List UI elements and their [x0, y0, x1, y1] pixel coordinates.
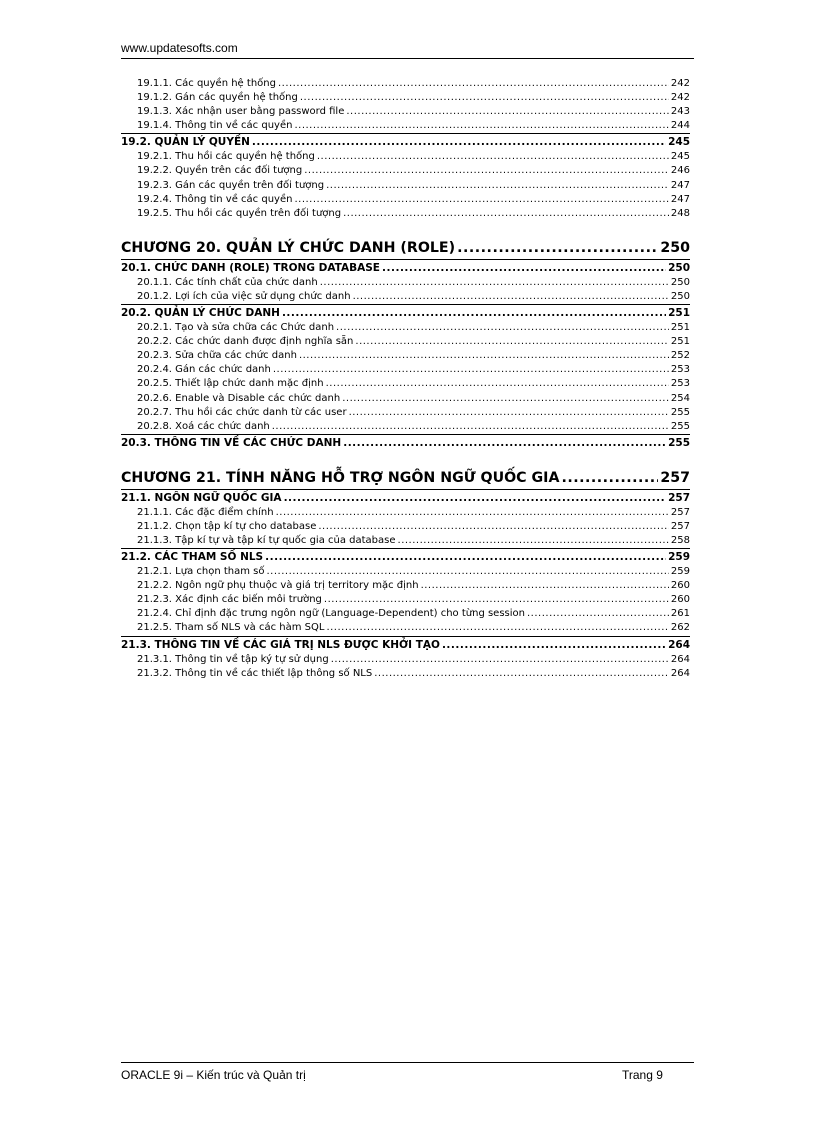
toc-entry-page: 246: [670, 165, 690, 177]
toc-dot-leader: [326, 179, 669, 193]
toc-entry-title: 19.2.2. Quyền trên các đối tượng: [137, 165, 303, 177]
toc-subsection-entry[interactable]: [121, 119, 690, 133]
toc-dot-leader: [374, 667, 669, 681]
toc-dot-leader: [265, 549, 666, 565]
toc-entry-title: 19.2.3. Gán các quyền trên đối tượng: [137, 179, 325, 191]
toc-entry-title: CHƯƠNG 21. TÍNH NĂNG HỖ TRỢ NGÔN NGỮ QUỐC GIA: [121, 469, 560, 486]
toc-section-entry[interactable]: [121, 260, 690, 276]
table-of-contents: [121, 77, 690, 681]
toc-entry-page: 252: [670, 350, 690, 362]
toc-subsection-entry[interactable]: [121, 377, 690, 391]
footer-page-number: Trang 9: [622, 1068, 663, 1082]
toc-section-entry[interactable]: [121, 490, 690, 506]
toc-section-entry[interactable]: [121, 636, 690, 653]
toc-entry-title: 21.2.1. Lựa chọn tham số: [137, 566, 265, 578]
toc-entry-title: 20.1.2. Lợi ích của việc sử dụng chức danh: [137, 290, 351, 302]
toc-entry-title: 19.2.5. Thu hồi các quyền trên đối tượng: [137, 207, 342, 219]
toc-entry-page: 259: [670, 566, 690, 578]
toc-dot-leader: [398, 534, 669, 548]
toc-subsection-entry[interactable]: [121, 406, 690, 420]
toc-entry-title: 21.1. NGÔN NGỮ QUỐC GIA: [121, 491, 282, 504]
toc-entry-page: 257: [670, 520, 690, 532]
toc-dot-leader: [252, 134, 666, 150]
toc-dot-leader: [294, 119, 668, 133]
toc-entry-page: 250: [670, 290, 690, 302]
toc-entry-title: 19.1.4. Thông tin về các quyền: [137, 120, 293, 132]
toc-subsection-entry[interactable]: [121, 520, 690, 534]
toc-entry-title: 19.2.1. Thu hồi các quyền hệ thống: [137, 151, 315, 163]
toc-entry-title: 20.2.5. Thiết lập chức danh mặc định: [137, 378, 324, 390]
toc-entry-title: 20.2.1. Tạo và sửa chữa các Chức danh: [137, 322, 335, 334]
toc-entry-title: 20.1. CHỨC DANH (ROLE) TRONG DATABASE: [121, 261, 380, 274]
toc-entry-title: 21.2.5. Tham số NLS và các hàm SQL: [137, 622, 325, 634]
toc-entry-page: 257: [670, 506, 690, 518]
toc-entry-title: 21.1.3. Tập kí tự và tập kí tự quốc gia của database: [137, 534, 396, 546]
toc-dot-leader: [299, 349, 669, 363]
toc-subsection-entry[interactable]: [121, 193, 690, 207]
toc-subsection-entry[interactable]: [121, 506, 690, 520]
toc-entry-title: 20.1.1. Các tính chất của chức danh: [137, 276, 318, 288]
toc-entry-title: 19.1.1. Các quyền hệ thống: [137, 78, 276, 89]
toc-dot-leader: [304, 164, 669, 178]
toc-subsection-entry[interactable]: [121, 392, 690, 406]
toc-dot-leader: [324, 593, 669, 607]
toc-entry-page: 251: [670, 322, 690, 334]
toc-subsection-entry[interactable]: [121, 321, 690, 335]
toc-dot-leader: [382, 260, 666, 276]
toc-entry-title: 20.2.7. Thu hồi các chức danh từ các user: [137, 406, 347, 418]
toc-subsection-entry[interactable]: [121, 91, 690, 105]
toc-section-entry[interactable]: [121, 133, 690, 150]
toc-dot-leader: [343, 207, 669, 221]
toc-chapter-entry[interactable]: [121, 469, 690, 490]
toc-dot-leader: [273, 363, 669, 377]
toc-subsection-entry[interactable]: [121, 179, 690, 193]
toc-entry-title: 20.3. THÔNG TIN VỀ CÁC CHỨC DANH: [121, 436, 342, 449]
toc-entry-page: 245: [668, 136, 690, 149]
toc-dot-leader: [276, 506, 669, 520]
toc-dot-leader: [336, 321, 669, 335]
toc-entry-title: 19.1.2. Gán các quyền hệ thống: [137, 92, 298, 104]
toc-entry-page: 242: [670, 78, 690, 89]
toc-dot-leader: [294, 193, 668, 207]
toc-entry-page: 261: [670, 608, 690, 620]
toc-section-entry[interactable]: [121, 548, 690, 565]
toc-dot-leader: [282, 305, 666, 321]
toc-dot-leader: [349, 406, 669, 420]
toc-entry-page: 253: [670, 378, 690, 390]
toc-entry-title: 20.2.8. Xoá các chức danh: [137, 420, 270, 432]
toc-dot-leader: [326, 621, 668, 635]
header-divider: [121, 58, 694, 59]
toc-subsection-entry[interactable]: [121, 164, 690, 178]
toc-entry-page: 248: [670, 207, 690, 219]
toc-entry-title: 21.3.2. Thông tin về các thiết lập thông số NLS: [137, 667, 373, 679]
header-url: www.updatesofts.com: [121, 41, 238, 55]
toc-entry-title: 19.2. QUẢN LÝ QUYỀN: [121, 136, 250, 149]
toc-entry-page: 264: [668, 638, 690, 651]
toc-dot-leader: [300, 91, 669, 105]
toc-dot-leader: [355, 335, 669, 349]
toc-dot-leader: [317, 150, 669, 164]
toc-entry-page: 258: [670, 534, 690, 546]
toc-entry-page: 257: [660, 469, 690, 486]
toc-entry-title: 21.2.2. Ngôn ngữ phụ thuộc và giá trị territory mặc định: [137, 580, 419, 592]
toc-entry-title: 20.2.4. Gán các chức danh: [137, 364, 271, 376]
toc-dot-leader: [561, 469, 658, 488]
toc-subsection-entry[interactable]: [121, 653, 690, 667]
toc-dot-leader: [457, 239, 658, 258]
toc-entry-page: 255: [670, 420, 690, 432]
toc-entry-page: 247: [670, 193, 690, 205]
toc-subsection-entry[interactable]: [121, 534, 690, 548]
toc-dot-leader: [331, 653, 669, 667]
toc-subsection-entry[interactable]: [121, 335, 690, 349]
toc-dot-leader: [421, 579, 669, 593]
toc-subsection-entry[interactable]: [121, 667, 690, 681]
toc-section-entry[interactable]: [121, 304, 690, 321]
toc-entry-page: 264: [670, 667, 690, 679]
toc-entry-title: 21.3. THÔNG TIN VỀ CÁC GIÁ TRỊ NLS ĐƯỢC KHỞI TẠO: [121, 638, 440, 651]
toc-entry-page: 260: [670, 594, 690, 606]
toc-entry-page: 260: [670, 580, 690, 592]
toc-entry-page: 257: [668, 491, 690, 504]
toc-section-entry[interactable]: [121, 434, 690, 451]
toc-entry-page: 245: [670, 151, 690, 163]
toc-entry-page: 247: [670, 179, 690, 191]
toc-dot-leader: [267, 565, 669, 579]
footer-document-title: ORACLE 9i – Kiến trúc và Quản trị: [121, 1068, 306, 1082]
toc-subsection-entry[interactable]: [121, 607, 690, 621]
toc-subsection-entry[interactable]: [121, 207, 690, 221]
toc-subsection-entry[interactable]: [121, 105, 690, 119]
toc-entry-page: 251: [670, 336, 690, 348]
toc-dot-leader: [527, 607, 669, 621]
toc-entry-title: 20.2. QUẢN LÝ CHỨC DANH: [121, 307, 280, 320]
toc-entry-title: 21.1.1. Các đặc điểm chính: [137, 506, 274, 518]
toc-entry-title: 20.2.6. Enable và Disable các chức danh: [137, 392, 341, 404]
toc-entry-title: 20.2.3. Sửa chữa các chức danh: [137, 350, 297, 362]
toc-dot-leader: [353, 290, 669, 304]
toc-subsection-entry[interactable]: [121, 290, 690, 304]
toc-entry-title: 21.3.1. Thông tin về tập ký tự sử dụng: [137, 653, 329, 665]
toc-dot-leader: [318, 520, 669, 534]
toc-subsection-entry[interactable]: [121, 276, 690, 290]
toc-subsection-entry[interactable]: [121, 579, 690, 593]
toc-entry-page: 244: [670, 120, 690, 132]
toc-chapter-entry[interactable]: [121, 239, 690, 260]
toc-entry-page: 250: [670, 276, 690, 288]
footer-divider: [121, 1062, 694, 1063]
toc-subsection-entry[interactable]: [121, 621, 690, 635]
toc-entry-page: 250: [660, 239, 690, 256]
toc-entry-title: 19.2.4. Thông tin về các quyền: [137, 193, 293, 205]
toc-entry-page: 251: [668, 307, 690, 320]
toc-entry-title: 21.1.2. Chọn tập kí tự cho database: [137, 520, 317, 532]
toc-subsection-entry[interactable]: [121, 363, 690, 377]
toc-entry-title: 21.2.4. Chỉ định đặc trưng ngôn ngữ (Language-Dependent) cho từng session: [137, 608, 525, 620]
toc-entry-page: 255: [668, 436, 690, 449]
toc-dot-leader: [320, 276, 669, 290]
toc-entry-title: 20.2.2. Các chức danh được định nghĩa sẵn: [137, 336, 354, 348]
toc-dot-leader: [278, 77, 669, 91]
toc-entry-page: 259: [668, 551, 690, 564]
toc-dot-leader: [442, 637, 666, 653]
toc-entry-page: 262: [670, 622, 690, 634]
toc-dot-leader: [343, 435, 666, 451]
toc-entry-page: 254: [670, 392, 690, 404]
toc-entry-title: 19.1.3. Xác nhận user bằng password file: [137, 106, 345, 118]
toc-dot-leader: [272, 420, 669, 434]
toc-dot-leader: [346, 105, 669, 119]
toc-subsection-entry[interactable]: [121, 593, 690, 607]
toc-subsection-entry[interactable]: [121, 420, 690, 434]
toc-entry-page: 250: [668, 261, 690, 274]
toc-subsection-entry[interactable]: [121, 349, 690, 363]
toc-dot-leader: [284, 490, 667, 506]
toc-dot-leader: [326, 377, 669, 391]
toc-subsection-entry[interactable]: [121, 565, 690, 579]
toc-subsection-entry[interactable]: [121, 150, 690, 164]
toc-subsection-entry[interactable]: [121, 77, 690, 91]
toc-entry-title: 21.2.3. Xác định các biến môi trường: [137, 594, 322, 606]
toc-entry-page: 253: [670, 364, 690, 376]
toc-entry-page: 264: [670, 653, 690, 665]
toc-dot-leader: [342, 392, 669, 406]
toc-entry-title: CHƯƠNG 20. QUẢN LÝ CHỨC DANH (ROLE): [121, 239, 456, 256]
toc-entry-page: 242: [670, 92, 690, 104]
toc-entry-page: 255: [670, 406, 690, 418]
toc-entry-page: 243: [670, 106, 690, 118]
toc-entry-title: 21.2. CÁC THAM SỐ NLS: [121, 551, 264, 564]
